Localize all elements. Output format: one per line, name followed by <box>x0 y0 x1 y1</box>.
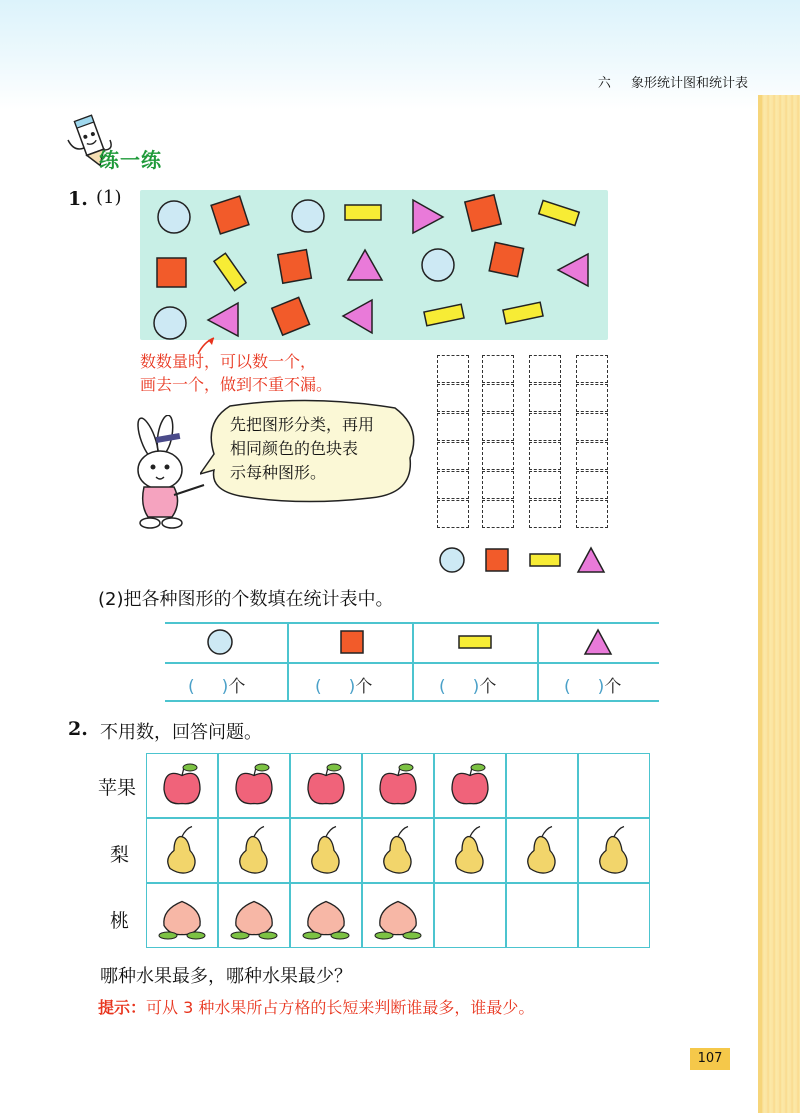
triangle-count-column[interactable] <box>576 355 610 529</box>
question-1-number: 1. <box>68 188 88 210</box>
square-count-cell[interactable]: ( )个 <box>315 677 373 697</box>
peach-icon <box>159 902 205 940</box>
pear-icon <box>384 827 411 874</box>
question-2-text: 不用数，回答问题。 <box>100 722 262 743</box>
top-banner <box>0 0 800 110</box>
bubble-line-2: 相同颜色的色块表 <box>230 439 359 458</box>
apple-icon <box>236 764 272 804</box>
triangle-key-icon <box>578 548 604 572</box>
triangle-header-icon <box>585 630 611 654</box>
circle-shape <box>422 249 454 281</box>
square-header-icon <box>341 631 363 653</box>
peach-icon <box>303 902 349 940</box>
rectangle-count-column[interactable] <box>529 355 563 529</box>
rectangle-header-icon <box>459 636 491 648</box>
chapter-number: 六 <box>597 76 611 91</box>
apple-row-label: 苹果 <box>98 777 137 799</box>
rectangle-shape <box>539 200 579 225</box>
circle-shape <box>158 201 190 233</box>
rectangle-count-cell[interactable]: ( )个 <box>439 677 497 697</box>
apple-icon <box>308 764 344 804</box>
triangle-shape <box>208 303 238 336</box>
pear-row-label: 梨 <box>110 844 130 866</box>
apple-icon <box>452 764 488 804</box>
triangle-shape <box>343 300 372 333</box>
chapter-header <box>598 72 748 91</box>
square-key-icon <box>486 549 508 571</box>
rectangle-shape <box>214 253 246 291</box>
page-edge-decoration <box>758 95 800 1113</box>
square-shape <box>465 195 501 231</box>
apple-icon <box>380 764 416 804</box>
counting-tip <box>140 350 332 396</box>
square-count-column[interactable] <box>482 355 516 529</box>
circle-count-cell[interactable]: ( )个 <box>188 677 246 697</box>
hint-label: 提示： <box>98 998 147 1017</box>
question-2-prompt: 哪种水果最多，哪种水果最少？ <box>100 966 352 987</box>
square-shape <box>157 258 186 287</box>
square-shape <box>272 297 310 335</box>
circle-header-icon <box>208 630 232 654</box>
chapter-title: 象形统计图和统计表 <box>630 76 748 91</box>
triangle-shape <box>558 254 588 286</box>
question-2-number: 2. <box>68 718 88 740</box>
square-shape <box>211 196 249 234</box>
bubble-line-1: 先把图形分类，再用 <box>230 415 375 434</box>
pear-icon <box>240 827 267 874</box>
column-shape-key <box>436 545 616 575</box>
peach-row-label: 桃 <box>110 910 130 932</box>
rectangle-key-icon <box>530 554 560 566</box>
pear-icon <box>600 827 627 874</box>
page-number: 107 <box>690 1048 730 1070</box>
question-1-part2-label: (2)把各种图形的个数填在统计表中。 <box>98 589 394 610</box>
exercise-title: 练一练 <box>99 148 162 172</box>
pear-icon <box>312 827 339 874</box>
triangle-shape <box>348 250 382 280</box>
circle-shape <box>154 307 186 339</box>
speech-bubble-text <box>230 413 400 485</box>
counting-tip-line-2: 画去一个，做到不重不漏。 <box>140 375 333 394</box>
triangle-count-cell[interactable]: ( )个 <box>564 677 622 697</box>
triangle-shape <box>413 200 443 233</box>
pear-icon <box>168 827 195 874</box>
counting-tip-line-1: 数数量时，可以数一个， <box>140 352 317 371</box>
exercise-heading <box>64 118 184 173</box>
rectangle-shape <box>424 304 464 326</box>
bubble-line-3: 示每种图形。 <box>230 463 327 482</box>
hint-body: 可从 3 种水果所占方格的长短来判断谁最多，谁最少。 <box>146 998 535 1017</box>
apple-icon <box>164 764 200 804</box>
shapes-illustration <box>140 190 608 340</box>
peach-icon <box>231 902 277 940</box>
hint-text <box>98 995 534 1018</box>
square-shape <box>278 250 312 284</box>
statistics-table <box>165 622 659 702</box>
circle-count-column[interactable] <box>437 355 471 529</box>
circle-shape <box>292 200 324 232</box>
rectangle-shape <box>503 302 543 324</box>
question-1-part1-label: (1) <box>96 187 122 208</box>
pear-icon <box>456 827 483 874</box>
table-header-shapes <box>165 622 659 662</box>
fruit-grid <box>146 753 650 948</box>
circle-key-icon <box>440 548 464 572</box>
square-shape <box>489 242 523 276</box>
peach-icon <box>375 902 421 940</box>
rectangle-shape <box>345 205 381 220</box>
pear-icon <box>528 827 555 874</box>
